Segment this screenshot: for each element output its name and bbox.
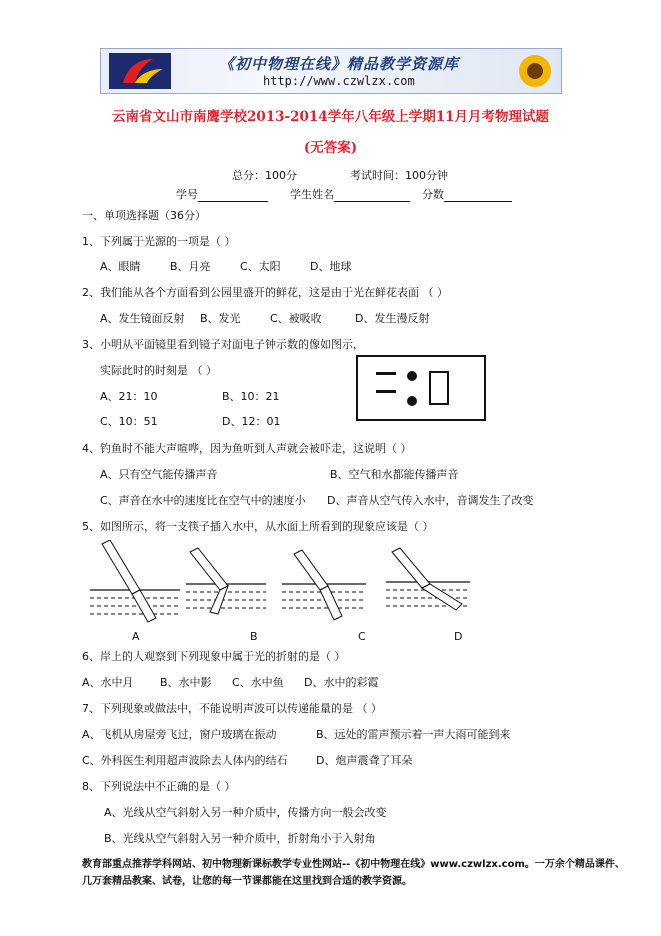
q3-stem: 3、小明从平面镜里看到镜子对面电子钟示数的像如图示， bbox=[82, 338, 364, 351]
page-title: 云南省文山市南鹰学校2013-2014学年八年级上学期11月月考物理试题 bbox=[111, 109, 550, 125]
mirror-clock-digits bbox=[358, 357, 484, 419]
q7-option-a[interactable]: A、飞机从房屋旁飞过，窗户玻璃在振动 bbox=[82, 728, 277, 741]
chopstick-option-b[interactable] bbox=[186, 548, 266, 643]
q2-option-a[interactable]: A、发生镜面反射 bbox=[100, 312, 185, 325]
q1-stem: 1、下列属于光源的一项是（ ） bbox=[82, 235, 236, 248]
student-name-field[interactable] bbox=[334, 190, 410, 202]
q4-option-b[interactable]: B、空气和水都能传播声音 bbox=[330, 468, 459, 481]
mirror-clock-figure bbox=[356, 355, 486, 421]
q1-option-a[interactable]: A、眼睛 bbox=[100, 260, 141, 273]
figure-label-d: D bbox=[454, 630, 463, 643]
figure-label-a: A bbox=[132, 630, 140, 643]
q6-option-a[interactable]: A、水中月 bbox=[82, 676, 134, 689]
q5-stem: 5、如图所示，将一支筷子插入水中，从水面上所看到的现象应该是（ ） bbox=[82, 520, 434, 533]
q8-stem: 8、下列说法中不正确的是（ ） bbox=[82, 780, 236, 793]
q7-option-c[interactable]: C、外科医生利用超声波除去人体内的结石 bbox=[82, 754, 288, 767]
chopstick-option-c[interactable] bbox=[282, 550, 366, 643]
site-logo-icon bbox=[109, 53, 171, 89]
q2-stem: 2、我们能从各个方面看到公园里盛开的鲜花，这是由于光在鲜花表面 （ ） bbox=[82, 286, 448, 299]
q1-option-d[interactable]: D、地球 bbox=[310, 260, 352, 273]
q3-option-a[interactable]: A、21：10 bbox=[100, 390, 158, 403]
figure-label-c: C bbox=[358, 630, 366, 643]
q7-option-d[interactable]: D、炮声震聋了耳朵 bbox=[316, 754, 413, 767]
q6-option-d[interactable]: D、水中的彩霞 bbox=[304, 676, 379, 689]
q6-option-c[interactable]: C、水中鱼 bbox=[232, 676, 284, 689]
q3-stem-2: 实际此时的时刻是 （ ） bbox=[100, 364, 217, 377]
q2-option-b[interactable]: B、发光 bbox=[200, 312, 241, 325]
chopstick-option-d[interactable] bbox=[386, 548, 470, 643]
student-no-field[interactable] bbox=[198, 190, 268, 202]
student-name-label: 学生姓名 bbox=[290, 188, 334, 201]
banner-url[interactable]: http://www.czwlzx.com bbox=[263, 74, 415, 88]
total-score: 总分：100分 bbox=[232, 169, 297, 182]
q8-option-b[interactable]: B、光线从空气斜射入另一种介质中，折射角小于入射角 bbox=[104, 832, 376, 845]
q6-option-b[interactable]: B、水中影 bbox=[160, 676, 212, 689]
score-row bbox=[422, 186, 512, 202]
q1-option-c[interactable]: C、太阳 bbox=[240, 260, 281, 273]
q6-stem: 6、岸上的人观察到下列现象中属于光的折射的是（ ） bbox=[82, 650, 346, 663]
score-field[interactable] bbox=[444, 190, 512, 202]
student-no-row bbox=[176, 186, 268, 202]
section-heading: 一、单项选择题（36分） bbox=[82, 209, 206, 222]
q8-option-a[interactable]: A、光线从空气斜射入另一种介质中，传播方向一般会改变 bbox=[104, 806, 387, 819]
footer-line-2: 几万套精品教案、试卷，让您的每一节课都能在这里找到合适的教学资源。 bbox=[82, 876, 412, 887]
q1-option-b[interactable]: B、月亮 bbox=[170, 260, 211, 273]
q3-option-c[interactable]: C、10：51 bbox=[100, 415, 158, 428]
student-name-row bbox=[290, 186, 410, 202]
figure-label-b: B bbox=[250, 630, 258, 643]
q7-stem: 7、下列现象或做法中，不能说明声波可以传递能量的是 （ ） bbox=[82, 702, 382, 715]
footer-line-1: 教育部重点推荐学科网站、初中物理新课标教学专业性网站--《初中物理在线》www.czwlzx.com。一万余个精品课件、 bbox=[82, 859, 625, 870]
q3-option-b[interactable]: B、10：21 bbox=[222, 390, 280, 403]
q4-option-c[interactable]: C、声音在水中的速度比在空气中的速度小 bbox=[100, 494, 306, 507]
student-no-label: 学号 bbox=[176, 188, 198, 201]
exam-time: 考试时间：100分钟 bbox=[350, 169, 448, 182]
q2-option-c[interactable]: C、被吸收 bbox=[270, 312, 322, 325]
chopstick-figure bbox=[80, 540, 480, 645]
q4-stem: 4、钓鱼时不能大声喧哗，因为鱼听到人声就会被吓走，这说明（ ） bbox=[82, 442, 412, 455]
sunflower-icon bbox=[513, 51, 557, 91]
header-banner bbox=[100, 48, 562, 94]
score-label: 分数 bbox=[422, 188, 444, 201]
page-subtitle: (无答案) bbox=[303, 140, 358, 156]
q4-option-d[interactable]: D、声音从空气传入水中，音调发生了改变 bbox=[327, 494, 534, 507]
q4-option-a[interactable]: A、只有空气能传播声音 bbox=[100, 468, 218, 481]
chopstick-option-a[interactable] bbox=[90, 540, 180, 643]
q7-option-b[interactable]: B、远处的雷声预示着一声大雨可能到来 bbox=[316, 728, 511, 741]
banner-title: 《初中物理在线》精品教学资源库 bbox=[219, 55, 460, 73]
q3-option-d[interactable]: D、12：01 bbox=[222, 415, 281, 428]
q2-option-d[interactable]: D、发生漫反射 bbox=[355, 312, 430, 325]
